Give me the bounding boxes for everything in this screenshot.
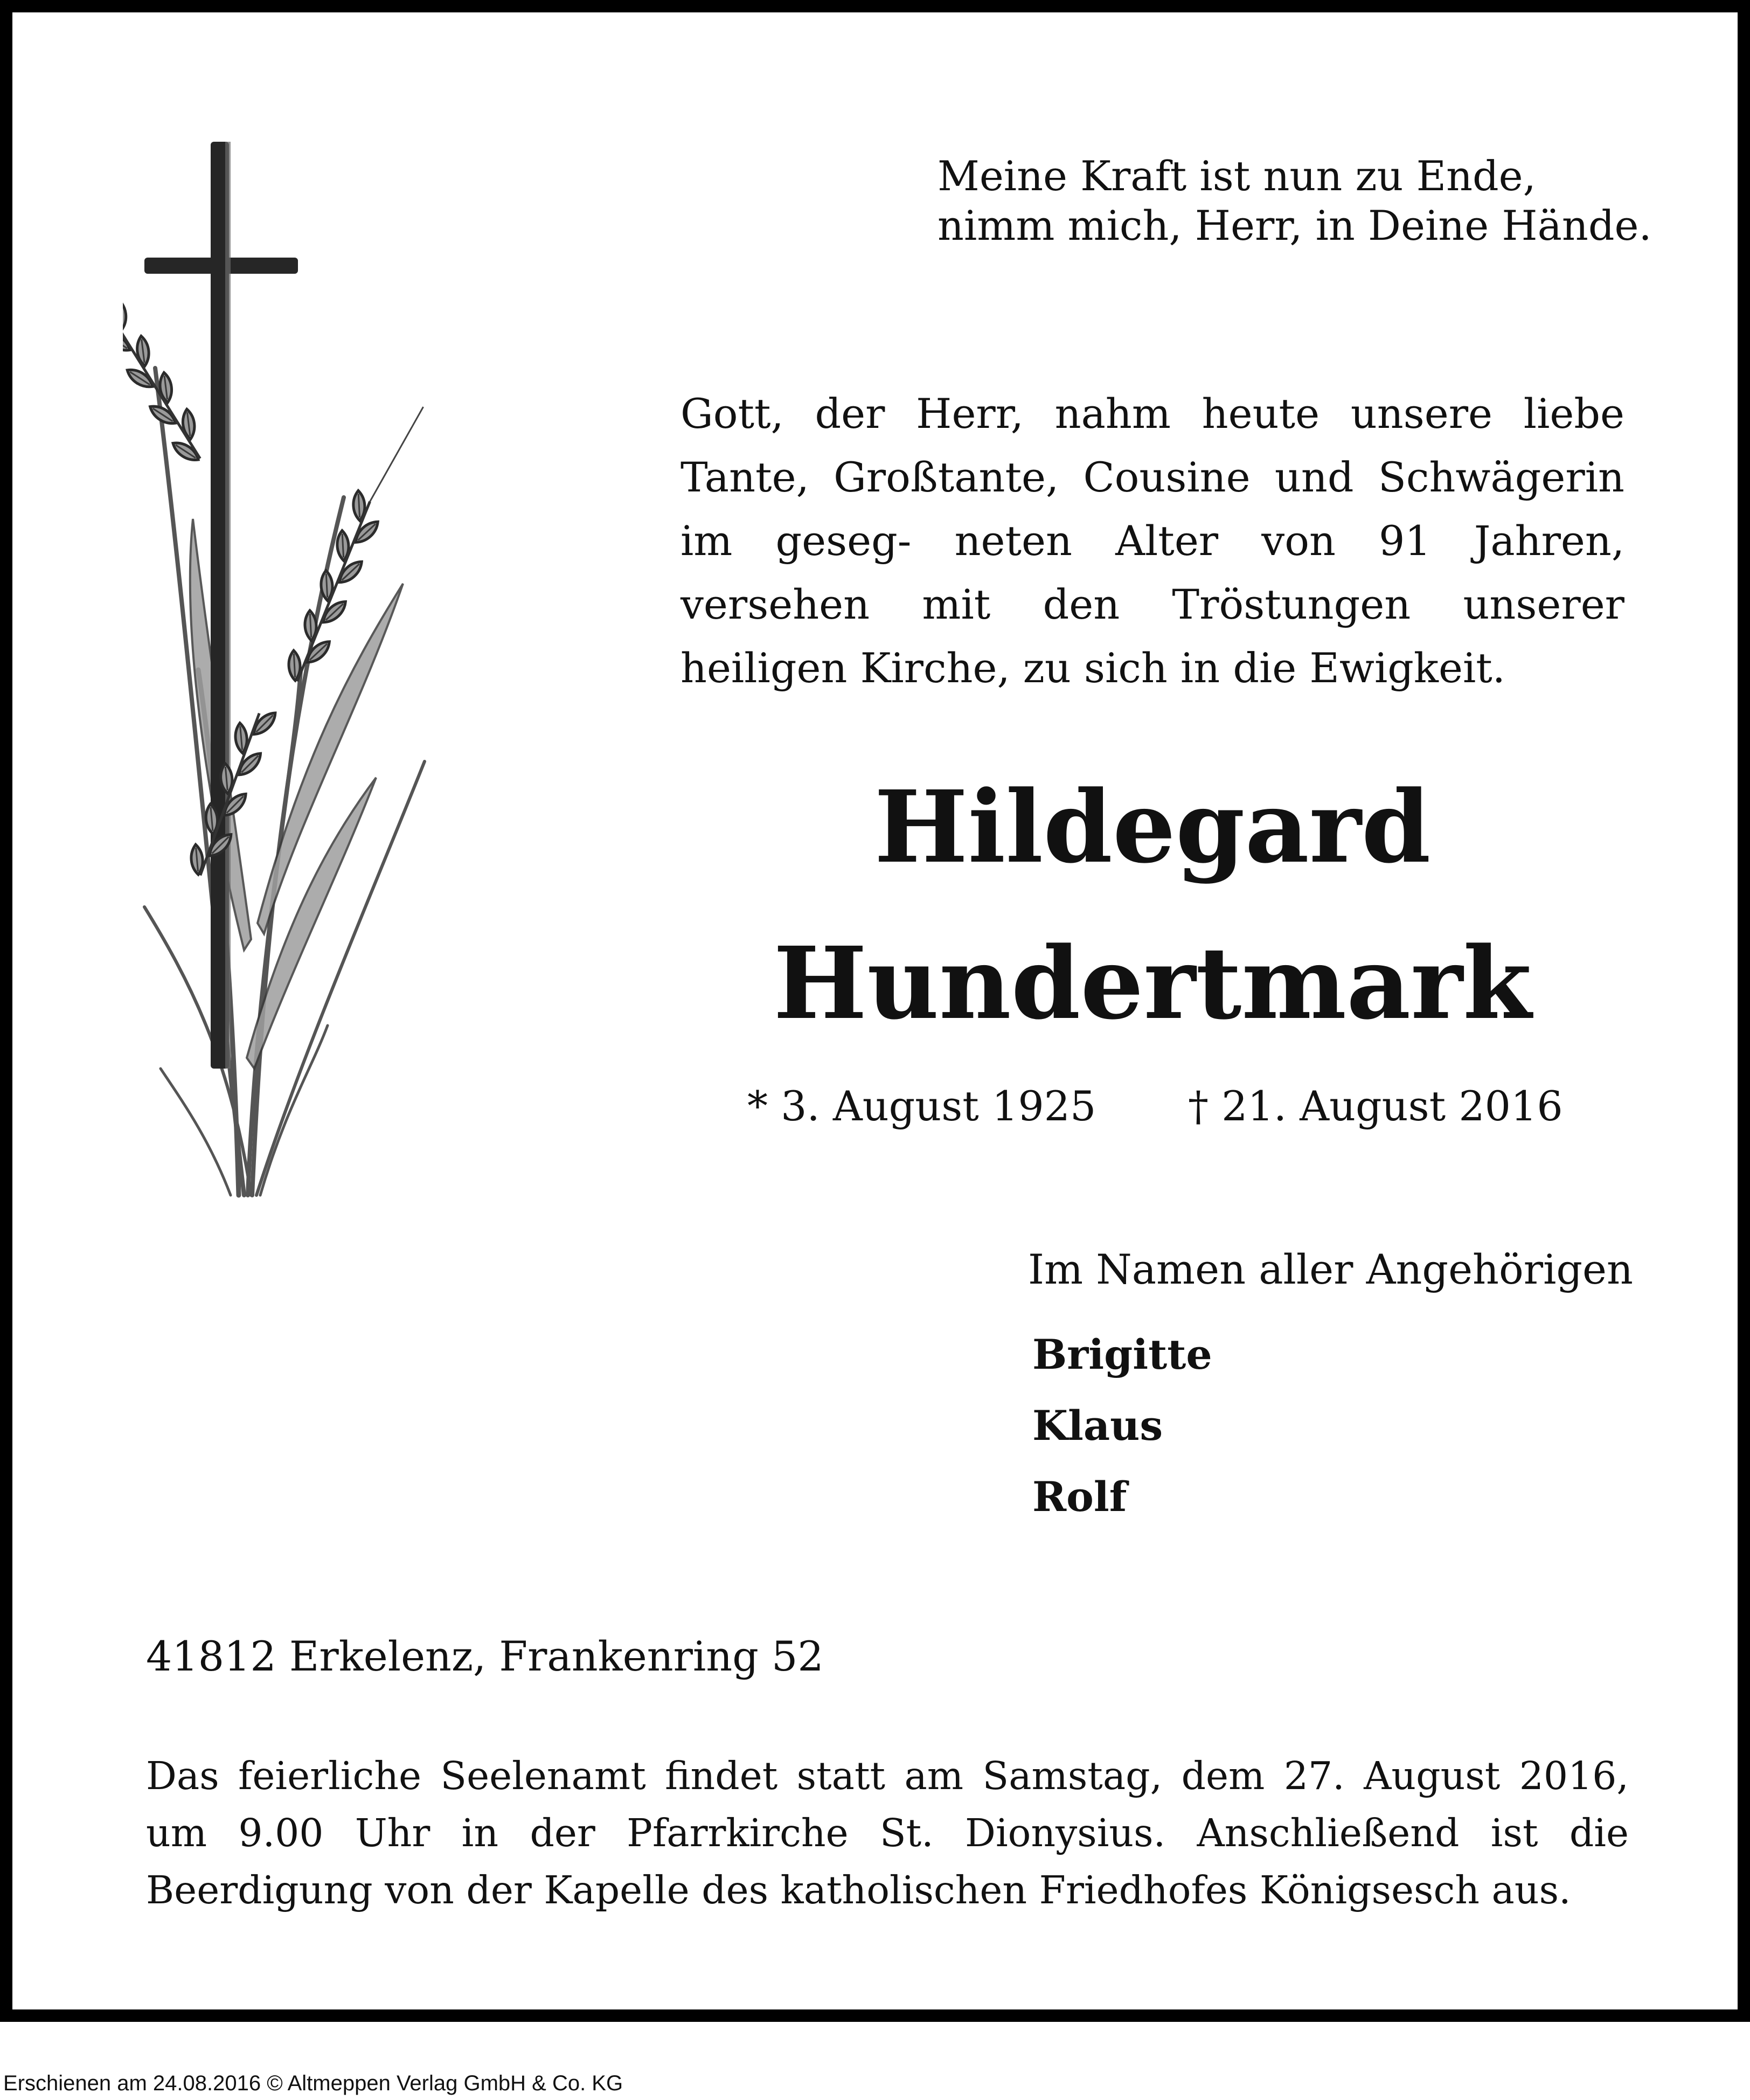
relatives-list [1032,1319,1212,1533]
cross-with-wheat-icon [123,142,570,1198]
life-dates [747,1082,1563,1131]
motto-line-1: Meine Kraft ist nun zu Ende, [938,152,1536,200]
relative-name: Rolf [1032,1473,1127,1521]
intro-text: Gott, der Herr, nahm heute unsere liebe Tante, Großtante, Cousine und Schwägerin im geseg- neten Alter von 91 Jahren, versehen mit den Tröstungen unserer heiligen Kirche, zu sich in die Ewigkeit. [680,390,1624,692]
deceased-first-name: Hildegard [874,769,1431,885]
death-date: † 21. August 2016 [1188,1082,1563,1130]
service-info: Das feierliche Seelenamt findet statt am Samstag, dem 27. August 2016, um 9.00 Uhr in der Pfarrkirche St. Dionysius. Anschließend ist die Beerdigung von der Kapelle des katholischen Friedhofes Königsesch aus. [146,1754,1629,1912]
motto-verse [938,151,1692,251]
relative-name: Klaus [1032,1402,1163,1450]
birth-date: * 3. August 1925 [747,1082,1096,1130]
relative-name: Brigitte [1032,1330,1212,1378]
motto-line-2: nimm mich, Herr, in Deine Hände. [938,202,1652,249]
signoff-text: Im Namen aller Angehörigen [1028,1245,1633,1293]
publication-footer: Erschienen am 24.08.2016 © Altmeppen Verlag GmbH & Co. KG [3,2071,623,2095]
deceased-last-name: Hundertmark [773,925,1532,1042]
address: 41812 Erkelenz, Frankenring 52 [146,1632,824,1680]
